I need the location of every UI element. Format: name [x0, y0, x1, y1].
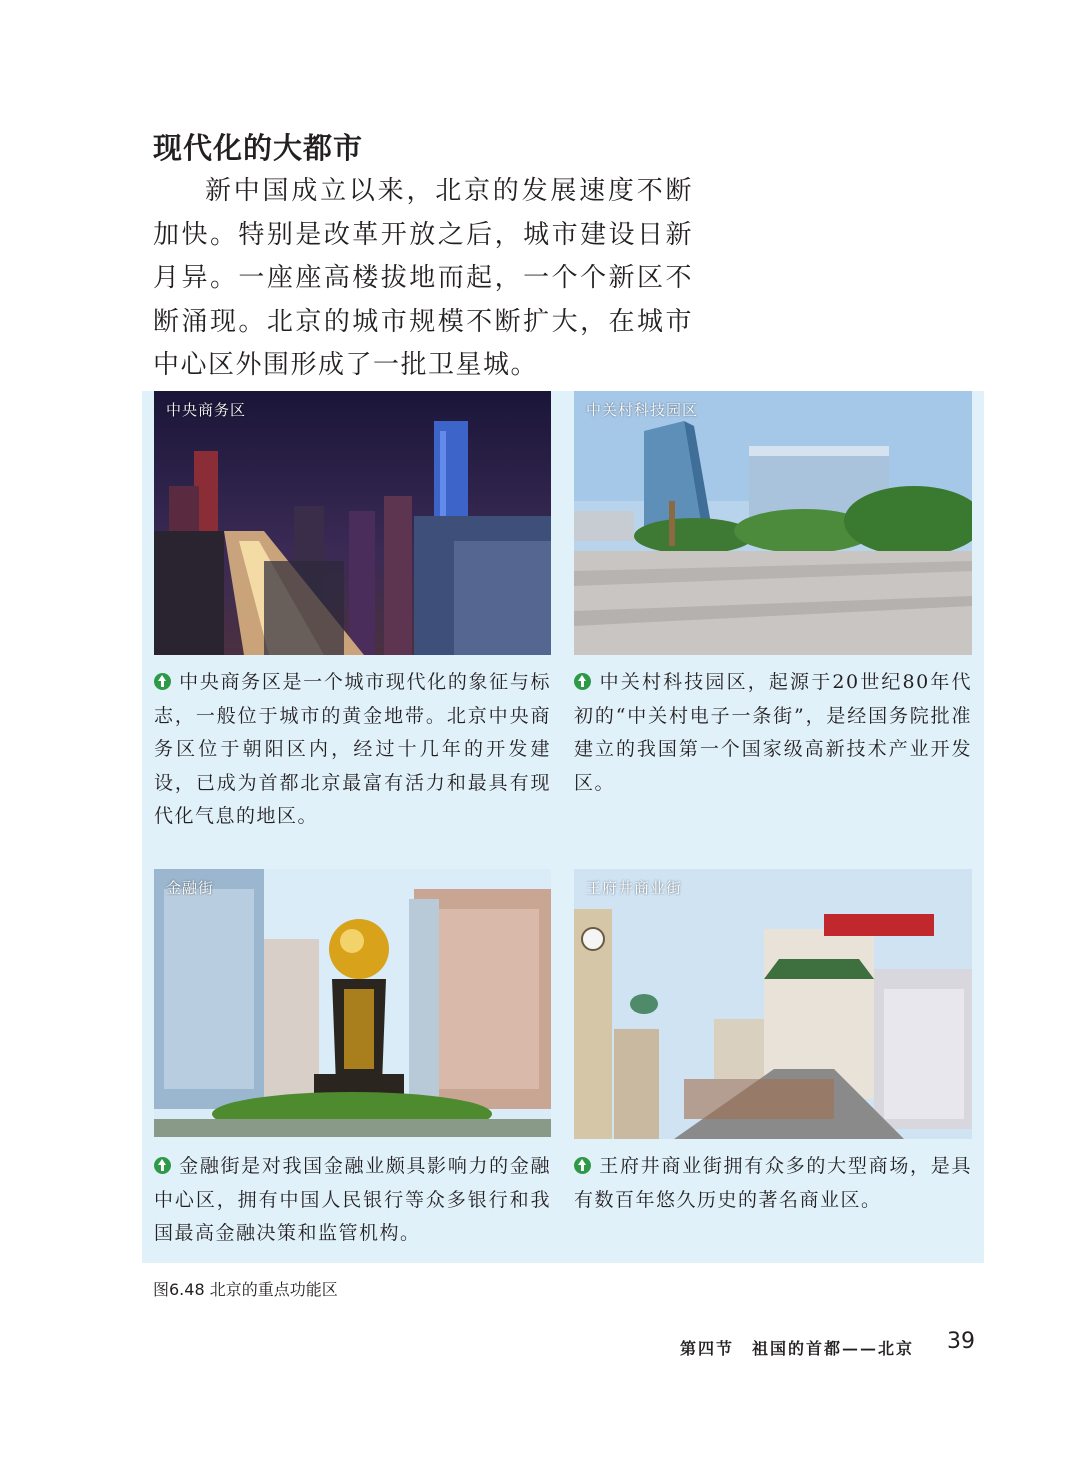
- intro-paragraph: 新中国成立以来，北京的发展速度不断加快。特别是改革开放之后，城市建设日新月异。一座座高楼拔地而起，一个个新区不断涌现。北京的城市规模不断扩大，在城市中心区外围形成了一批卫星城。: [153, 176, 693, 380]
- caption-zhongguancun-text: 中关村科技园区，起源于20世纪80年代初的“中关村电子一条街”，是经国务院批准建立的我国第一个国家级高新技术产业开发区。: [574, 671, 972, 794]
- caption-wangfujing-text: 王府井商业街拥有众多的大型商场，是具有数百年悠久历史的著名商业区。: [574, 1155, 972, 1211]
- caption-cbd-text: 中央商务区是一个城市现代化的象征与标志，一般位于城市的黄金地带。北京中央商务区位于朝阳区内，经过十几年的开发建设，已成为首都北京最富有活力和最具有现代化气息的地区。: [154, 671, 551, 827]
- caption-cbd: [154, 666, 551, 834]
- photo-zhongguancun: [574, 391, 972, 655]
- photo-label-financial-street: 金融街: [166, 879, 215, 897]
- arrow-up-icon: [154, 1157, 171, 1174]
- photo-label-cbd: 中央商务区: [166, 401, 247, 419]
- arrow-up-icon: [154, 673, 171, 690]
- caption-financial-street: [154, 1150, 551, 1251]
- page-number: 39: [947, 1329, 975, 1354]
- photo-label-zhongguancun: 中关村科技园区: [586, 401, 699, 419]
- figure-caption: 图6.48 北京的重点功能区: [153, 1280, 338, 1299]
- caption-zhongguancun: [574, 666, 972, 800]
- photo-wangfujing: [574, 869, 972, 1139]
- arrow-up-icon: [574, 673, 591, 690]
- caption-wangfujing: [574, 1150, 972, 1217]
- photo-label-wangfujing: 王府井商业街: [586, 879, 683, 897]
- caption-financial-street-text: 金融街是对我国金融业颇具影响力的金融中心区，拥有中国人民银行等众多银行和我国最高金融决策和监管机构。: [154, 1155, 551, 1244]
- section-title: 现代化的大都市: [153, 131, 364, 165]
- arrow-up-icon: [574, 1157, 591, 1174]
- photo-cbd: [154, 391, 551, 655]
- footer-section-title: 第四节 祖国的首都——北京: [680, 1339, 915, 1358]
- photo-financial-street: [154, 869, 551, 1137]
